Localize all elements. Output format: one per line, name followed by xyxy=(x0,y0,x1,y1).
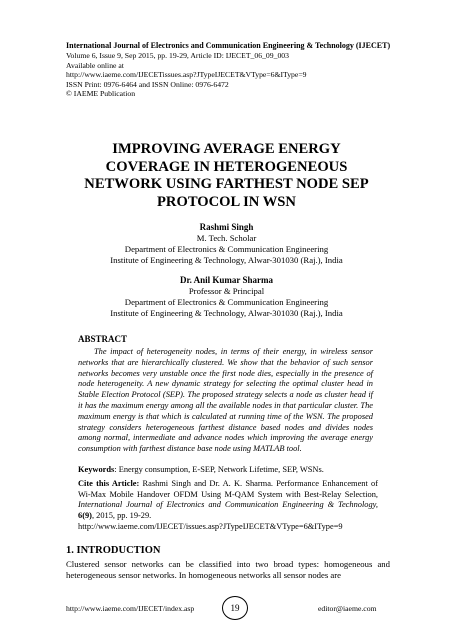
journal-available-label: Available online at xyxy=(66,60,124,70)
paper-title xyxy=(40,141,413,211)
journal-title: International Journal of Electronics and Communication Engineering & Technology (IJECET) xyxy=(66,41,391,50)
footer-url[interactable]: http://www.iaeme.com/IJECET/index.asp xyxy=(66,604,195,613)
abstract-text: The impact of heterogeneity nodes, in terms of their energy, in wireless sensor networks that are hierarchically clustered. We show that the behavior of such sensor networks becomes very unstable once the first node dies, especially in the presence of node heterogeneity. A new dynamic strategy for selecting the optimal cluster head in Stable Election Protocol (SEP). The proposed strategy selects a node as cluster head if it has the maximum energy among all the available nodes in that particular cluster. The maximum energy is that which is calculated at running time of the WSN. The proposed strategy considers heterogeneous farthest distance based nodes and divides nodes among normal, intermediate and advance nodes which improving the average energy consumption with farthest distance base node using MATLAB tool. xyxy=(78,347,373,454)
journal-issn: ISSN Print: 0976-6464 and ISSN Online: 0976-6472 xyxy=(66,79,229,89)
author-role: M. Tech. Scholar xyxy=(196,233,257,243)
citation-label: Cite this Article: xyxy=(78,479,140,488)
paper-title-line: NETWORK USING FARTHEST NODE SEP xyxy=(84,176,369,192)
author-department: Department of Electronics & Communication Engineering xyxy=(124,244,329,254)
citation-rest: , 2015, pp. 19-29. xyxy=(91,511,152,521)
author-name: Dr. Anil Kumar Sharma xyxy=(179,275,273,285)
citation-url[interactable]: http://www.iaeme.com/IJECET/issues.asp?JTypeIJECET&VType=6&IType=9 xyxy=(78,521,343,531)
journal-header xyxy=(66,41,396,99)
footer-email[interactable]: editor@iaeme.com xyxy=(318,604,377,613)
author-role: Professor & Principal xyxy=(188,286,265,296)
section-heading-introduction: 1. INTRODUCTION xyxy=(66,545,161,556)
paper-title-line: IMPROVING AVERAGE ENERGY xyxy=(112,141,341,157)
journal-available-url[interactable]: http://www.iaeme.com/IJECETissues.asp?JTypeIJECET&VType=6&IType=9 xyxy=(66,70,307,80)
paper-title-line: PROTOCOL IN WSN xyxy=(157,193,296,210)
introduction-text: Clustered sensor networks can be classified into two broad types: homogeneous and heterogeneous sensor networks. In homogeneous networks all sensor nodes are xyxy=(66,559,390,581)
author-block xyxy=(40,221,413,266)
paper-title-line: COVERAGE IN HETEROGENEOUS xyxy=(105,158,348,175)
author-institute: Institute of Engineering & Technology, Alwar-301030 (Raj.), India xyxy=(110,308,343,318)
page-number: 19 xyxy=(222,596,248,620)
citation xyxy=(78,479,378,533)
abstract-heading: ABSTRACT xyxy=(78,334,128,344)
citation-text: Rashmi Singh and Dr. A. K. Sharma. Performance Enhancement of Wi-Max Mobile Handover OFDM Using M-QAM System with Best-Relay Selection, xyxy=(78,479,378,499)
abstract-body xyxy=(78,347,373,455)
citation-volume: 6(9) xyxy=(78,511,92,521)
keywords xyxy=(78,464,378,475)
author-block xyxy=(40,274,413,319)
journal-volume-line: Volume 6, Issue 9, Sep 2015, pp. 19-29, Article ID: IJECET_06_09_003 xyxy=(66,51,289,60)
author-name: Rashmi Singh xyxy=(199,222,254,232)
keywords-text: : Energy consumption, E-SEP, Network Lifetime, SEP, WSNs. xyxy=(114,465,324,474)
keywords-label: Keywords xyxy=(78,465,115,474)
journal-copyright: © IAEME Publication xyxy=(66,89,136,99)
author-institute: Institute of Engineering & Technology, Alwar-301030 (Raj.), India xyxy=(110,255,343,265)
citation-journal: International Journal of Electronics and Communication Engineering & Technology, xyxy=(78,500,378,510)
author-department: Department of Electronics & Communication Engineering xyxy=(124,297,329,307)
